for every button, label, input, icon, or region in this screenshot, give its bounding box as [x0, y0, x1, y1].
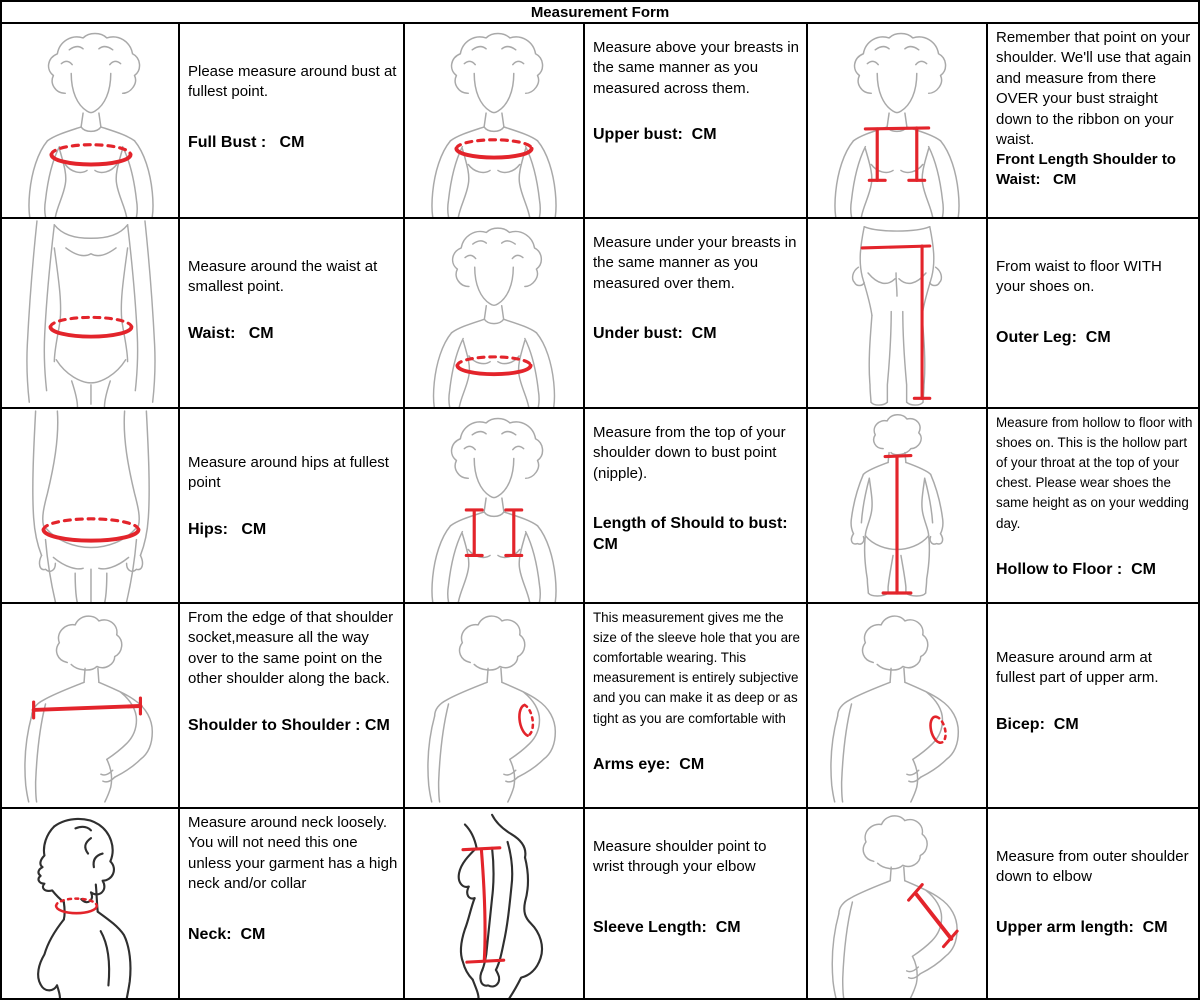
measure-label: Outer Leg: CM: [996, 328, 1111, 346]
measure-label: Upper arm length: CM: [996, 918, 1168, 936]
measurement-table: [2, 24, 1198, 998]
measure-label: Waist: CM: [188, 324, 274, 342]
instruction-text: From the edge of that shoulder socket,measure all the way over to the same point on the other shoulder along the back.: [188, 609, 394, 688]
figure-cell-waist: [2, 219, 180, 409]
figure-cell-bicep: [808, 604, 988, 809]
sleeve-length-figure: [405, 809, 583, 998]
measure-label: Upper bust: CM: [593, 126, 717, 144]
figure-cell-full-bust: [2, 24, 180, 219]
instruction-cell-upper-arm: [988, 809, 1198, 998]
instruction-cell-hips: [180, 409, 405, 604]
measure-label: Front Length Shoulder to Waist: CM: [996, 151, 1181, 188]
measure-label: Under bust: CM: [593, 325, 717, 343]
instruction-cell-shoulder-to-shoulder: [180, 604, 405, 809]
instruction-cell-bicep: [988, 604, 1198, 809]
figure-cell-hips: [2, 409, 180, 604]
measure-label: Neck: CM: [188, 925, 266, 943]
instruction-text: Measure under your breasts in the same manner as you measured over them.: [593, 234, 797, 292]
instruction-cell-outer-leg: [988, 219, 1198, 409]
instruction-text: Measure around hips at fullest point: [188, 454, 389, 492]
instruction-cell-neck: [180, 809, 405, 998]
instruction-text: Measure around neck loosely. You will not need this one unless your garment has a high neck and/or collar: [188, 814, 398, 893]
instruction-text: From waist to floor WITH your shoes on.: [996, 258, 1162, 296]
form-title-bar: [2, 2, 1198, 24]
instruction-text: Measure around arm at fullest part of upper arm.: [996, 649, 1159, 687]
shoulder-to-shoulder-figure: [2, 604, 178, 807]
instruction-text: Measure around the waist at smallest point.: [188, 258, 378, 296]
instruction-cell-hollow-to-floor: [988, 409, 1198, 604]
instruction-text: Measure from outer shoulder down to elbow: [996, 848, 1189, 886]
instruction-text: Measure shoulder point to wrist through your elbow: [593, 838, 767, 876]
instruction-cell-full-bust: [180, 24, 405, 219]
instruction-text: Measure from the top of your shoulder down to bust point (nipple).: [593, 424, 786, 482]
figure-cell-shoulder-to-bust: [405, 409, 585, 604]
upper-arm-figure: [808, 809, 986, 998]
instruction-cell-upper-bust: [585, 24, 808, 219]
bicep-figure: [808, 604, 986, 807]
instruction-text: Please measure around bust at fullest point.: [188, 63, 397, 101]
instruction-text: Measure above your breasts in the same manner as you measured across them.: [593, 39, 799, 97]
front-length-figure: [808, 24, 986, 217]
instruction-cell-under-bust: [585, 219, 808, 409]
shoulder-to-bust-figure: [405, 409, 583, 602]
figure-cell-upper-arm: [808, 809, 988, 998]
instruction-cell-sleeve-length: [585, 809, 808, 998]
instruction-text: Remember that point on your shoulder. We'll use that again and measure from there OVER your bust straight down to the ribbon on your waist.: [996, 29, 1192, 148]
under-bust-figure: [405, 219, 583, 407]
measure-label: Shoulder to Shoulder : CM: [188, 716, 390, 734]
figure-cell-front-length: [808, 24, 988, 219]
measure-label: Bicep: CM: [996, 715, 1079, 733]
instruction-text: This measurement gives me the size of the sleeve hole that you are comfortable wearing. This measurement is entirely subjective and you can make it as deep or as tight as you are comfortable with: [593, 610, 800, 726]
measure-label: Arms eye: CM: [593, 755, 705, 773]
instruction-cell-waist: [180, 219, 405, 409]
figure-cell-hollow-to-floor: [808, 409, 988, 604]
neck-figure: [2, 809, 178, 998]
figure-cell-arms-eye: [405, 604, 585, 809]
instruction-cell-arms-eye: [585, 604, 808, 809]
instruction-cell-front-length: [988, 24, 1198, 219]
measure-label: Hips: CM: [188, 520, 267, 538]
arms-eye-figure: [405, 604, 583, 807]
measure-label: Length of Should to bust: CM: [593, 515, 797, 553]
measure-label: Sleeve Length: CM: [593, 918, 741, 936]
figure-cell-upper-bust: [405, 24, 585, 219]
figure-cell-shoulder-to-shoulder: [2, 604, 180, 809]
hips-figure: [2, 409, 178, 602]
outer-leg-figure: [808, 219, 986, 407]
measure-label: Full Bust : CM: [188, 133, 305, 151]
form-title: Measurement Form: [530, 3, 670, 21]
figure-cell-sleeve-length: [405, 809, 585, 998]
figure-cell-under-bust: [405, 219, 585, 409]
instruction-text: Measure from hollow to floor with shoes on. This is the hollow part of your throat at the top of your chest. Please wear shoes the same height as on your wedding day.: [996, 415, 1193, 531]
instruction-cell-shoulder-to-bust: [585, 409, 808, 604]
figure-cell-outer-leg: [808, 219, 988, 409]
waist-figure: [2, 219, 178, 407]
full-bust-figure: [2, 24, 178, 217]
figure-cell-neck: [2, 809, 180, 998]
hollow-to-floor-figure: [808, 409, 986, 602]
measure-label: Hollow to Floor : CM: [996, 560, 1156, 578]
upper-bust-figure: [405, 24, 583, 217]
